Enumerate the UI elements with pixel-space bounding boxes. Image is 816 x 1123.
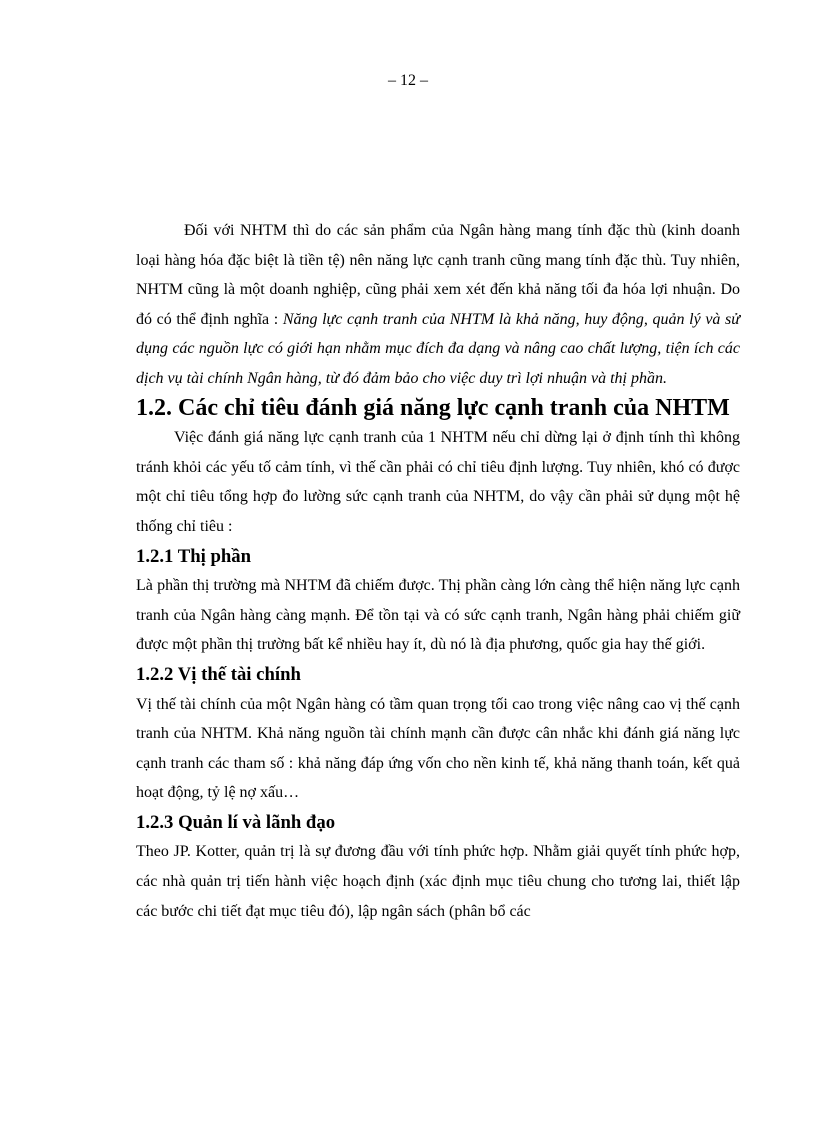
section-heading-1-2-1: 1.2.1 Thị phần bbox=[136, 545, 252, 567]
intro-paragraph-text: Đối với NHTM thì do các sản phẩm của Ngân hàng mang tính đặc thù (kinh doanh loại hàng hóa đặc biệt là tiền tệ) nên năng lực cạnh tranh cũng mang tính đặc thù. Tuy nhiên, NHTM cũng là một doanh nghiệp, cũng phải xem xét đến khả năng tối đa hóa lợi nhuận. Do đó có thể định nghĩa : bbox=[136, 222, 740, 328]
section-heading-1-2: 1.2. Các chỉ tiêu đánh giá năng lực cạnh tranh của NHTM bbox=[136, 394, 730, 421]
page-number: – 12 – bbox=[388, 72, 428, 89]
section-1-2-paragraph: Việc đánh giá năng lực cạnh tranh của 1 NHTM nếu chỉ dừng lại ở định tính thì không tránh khỏi các yếu tố cảm tính, vì thế cần phải có chỉ tiêu định lượng. Tuy nhiên, khó có được một chỉ tiêu tổng hợp đo lường sức cạnh tranh của NHTM, do vậy cần phải sử dụng một hệ thống chỉ tiêu : bbox=[136, 429, 740, 535]
document-body bbox=[136, 216, 740, 926]
competitiveness-definition: Năng lực cạnh tranh của NHTM là khả năng, huy động, quản lý và sử dụng các nguồn lực có giới hạn nhằm mục đích đa dạng và nâng cao chất lượng, tiện ích các dịch vụ tài chính Ngân hàng, từ đó đảm bảo cho việc duy trì lợi nhuận và thị phần. bbox=[136, 310, 740, 387]
section-1-2-2-paragraph: Vị thế tài chính của một Ngân hàng có tầm quan trọng tối cao trong việc nâng cao vị thế cạnh tranh của NHTM. Khả năng nguồn tài chính mạnh cần được cân nhắc khi đánh giá năng lực cạnh tranh các tham số : khả năng đáp ứng vốn cho nền kinh tế, khả năng thanh toán, kết quả hoạt động, tỷ lệ nợ xấu… bbox=[136, 695, 740, 802]
intro-paragraph bbox=[136, 216, 740, 394]
section-1-2-3-paragraph: Theo JP. Kotter, quản trị là sự đương đầu với tính phức hợp. Nhằm giải quyết tính phức hợp, các nhà quản trị tiến hành việc hoạch định (xác định mục tiêu chung cho tương lai, thiết lập các bước chi tiết đạt mục tiêu đó), lập ngân sách (phân bổ các bbox=[136, 843, 740, 920]
section-heading-1-2-3: 1.2.3 Quản lí và lãnh đạo bbox=[136, 811, 336, 833]
section-1-2-1-paragraph: Là phần thị trường mà NHTM đã chiếm được. Thị phần càng lớn càng thể hiện năng lực cạnh tranh của Ngân hàng càng mạnh. Để tồn tại và có sức cạnh tranh, Ngân hàng phải chiếm giữ được một phần thị trường bất kể nhiều hay ít, dù nó là địa phương, quốc gia hay thế giới. bbox=[136, 577, 740, 654]
section-heading-1-2-2: 1.2.2 Vị thế tài chính bbox=[136, 663, 301, 685]
